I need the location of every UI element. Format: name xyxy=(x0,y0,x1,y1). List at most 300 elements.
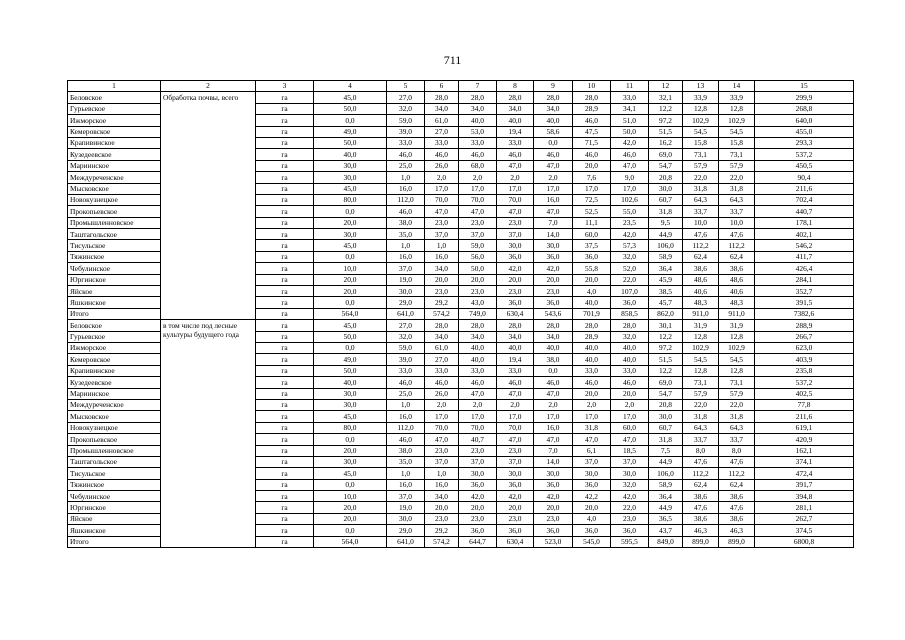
value-cell: 44,9 xyxy=(649,502,683,513)
value-cell: 2,0 xyxy=(573,399,611,410)
value-cell: 23,0 xyxy=(497,445,534,456)
unit-cell: га xyxy=(256,331,314,342)
value-cell: 36,0 xyxy=(497,251,534,262)
column-number-header: 12 xyxy=(649,81,683,92)
value-cell: 30,0 xyxy=(497,468,534,479)
total-cell: 77,8 xyxy=(755,399,854,410)
district-name-cell: Таштагольское xyxy=(68,456,161,467)
value-cell: 28,0 xyxy=(459,92,497,103)
value-cell: 46,0 xyxy=(534,377,573,388)
value-cell: 38,6 xyxy=(683,263,719,274)
value-cell: 20,0 xyxy=(425,274,459,285)
district-name-cell: Кемеровское xyxy=(68,126,161,137)
value-cell: 4,0 xyxy=(573,513,611,524)
district-name-cell: Междуреченское xyxy=(68,172,161,183)
unit-cell: га xyxy=(256,92,314,103)
column-number-header: 14 xyxy=(719,81,755,92)
value-cell: 27,0 xyxy=(387,320,425,331)
value-cell: 58,9 xyxy=(649,479,683,490)
value-cell: 37,0 xyxy=(459,229,497,240)
value-cell: 0,0 xyxy=(534,365,573,376)
value-cell: 34,0 xyxy=(425,491,459,502)
column-number-header: 13 xyxy=(683,81,719,92)
value-cell: 9,0 xyxy=(611,172,649,183)
value-cell: 31,8 xyxy=(683,411,719,422)
total-cell: 90,4 xyxy=(755,172,854,183)
district-name-cell: Мысковское xyxy=(68,183,161,194)
unit-cell: га xyxy=(256,194,314,205)
value-cell: 630,4 xyxy=(497,308,534,319)
value-cell: 62,4 xyxy=(683,251,719,262)
value-cell: 73,1 xyxy=(683,149,719,160)
district-name-cell: Чебулинское xyxy=(68,491,161,502)
value-cell: 71,5 xyxy=(573,137,611,148)
value-cell: 1,0 xyxy=(387,172,425,183)
value-cell: 32,0 xyxy=(611,331,649,342)
column-number-header: 11 xyxy=(611,81,649,92)
value-cell: 57,3 xyxy=(611,240,649,251)
value-cell: 36,0 xyxy=(459,479,497,490)
value-cell: 20,8 xyxy=(649,399,683,410)
value-cell: 12,8 xyxy=(719,103,755,114)
value-cell: 16,0 xyxy=(387,251,425,262)
value-cell: 17,0 xyxy=(459,183,497,194)
value-cell: 50,0 xyxy=(314,365,387,376)
value-cell: 37,0 xyxy=(459,456,497,467)
value-cell: 54,5 xyxy=(719,354,755,365)
value-cell: 34,0 xyxy=(425,103,459,114)
value-cell: 32,0 xyxy=(387,331,425,342)
value-cell: 36,5 xyxy=(649,513,683,524)
value-cell: 23,0 xyxy=(459,217,497,228)
value-cell: 33,7 xyxy=(719,434,755,445)
value-cell: 16,0 xyxy=(534,194,573,205)
value-cell: 23,0 xyxy=(534,513,573,524)
value-cell: 20,0 xyxy=(314,513,387,524)
district-name-cell: Прокопьевское xyxy=(68,206,161,217)
value-cell: 54,5 xyxy=(683,126,719,137)
unit-cell: га xyxy=(256,434,314,445)
value-cell: 20,0 xyxy=(534,274,573,285)
value-cell: 64,3 xyxy=(719,194,755,205)
value-cell: 20,0 xyxy=(497,502,534,513)
value-cell: 42,0 xyxy=(459,491,497,502)
value-cell: 34,0 xyxy=(497,331,534,342)
value-cell: 19,4 xyxy=(497,354,534,365)
value-cell: 36,0 xyxy=(497,525,534,536)
value-cell: 28,0 xyxy=(534,320,573,331)
value-cell: 23,0 xyxy=(534,286,573,297)
value-cell: 30,0 xyxy=(387,513,425,524)
total-cell: 420,9 xyxy=(755,434,854,445)
value-cell: 17,0 xyxy=(425,183,459,194)
value-cell: 17,0 xyxy=(497,411,534,422)
value-cell: 47,5 xyxy=(573,126,611,137)
total-cell: 352,7 xyxy=(755,286,854,297)
value-cell: 34,0 xyxy=(534,103,573,114)
value-cell: 564,0 xyxy=(314,308,387,319)
value-cell: 33,7 xyxy=(719,206,755,217)
value-cell: 47,6 xyxy=(719,229,755,240)
value-cell: 17,0 xyxy=(534,411,573,422)
value-cell: 2,0 xyxy=(459,172,497,183)
district-name-cell: Итого xyxy=(68,536,161,547)
value-cell: 29,2 xyxy=(425,297,459,308)
value-cell: 1,0 xyxy=(387,399,425,410)
value-cell: 4,0 xyxy=(573,286,611,297)
district-name-cell: Ижморское xyxy=(68,115,161,126)
unit-cell: га xyxy=(256,160,314,171)
total-cell: 6800,8 xyxy=(755,536,854,547)
value-cell: 44,9 xyxy=(649,229,683,240)
value-cell: 49,0 xyxy=(314,126,387,137)
value-cell: 40,0 xyxy=(573,297,611,308)
value-cell: 7,0 xyxy=(534,217,573,228)
value-cell: 62,4 xyxy=(683,479,719,490)
value-cell: 545,0 xyxy=(573,536,611,547)
value-cell: 20,0 xyxy=(314,286,387,297)
value-cell: 36,0 xyxy=(534,479,573,490)
value-cell: 33,0 xyxy=(425,137,459,148)
value-cell: 40,0 xyxy=(314,377,387,388)
value-cell: 62,4 xyxy=(719,479,755,490)
value-cell: 112,2 xyxy=(683,468,719,479)
value-cell: 44,9 xyxy=(649,456,683,467)
district-name-cell: Таштагольское xyxy=(68,229,161,240)
value-cell: 10,0 xyxy=(314,491,387,502)
value-cell: 32,0 xyxy=(611,479,649,490)
value-cell: 51,0 xyxy=(611,115,649,126)
column-number-header: 8 xyxy=(497,81,534,92)
value-cell: 47,0 xyxy=(497,160,534,171)
value-cell: 70,0 xyxy=(497,194,534,205)
total-cell: 284,1 xyxy=(755,274,854,285)
value-cell: 48,3 xyxy=(719,297,755,308)
value-cell: 644,7 xyxy=(459,536,497,547)
value-cell: 102,9 xyxy=(719,115,755,126)
value-cell: 40,0 xyxy=(459,342,497,353)
value-cell: 899,0 xyxy=(683,536,719,547)
value-cell: 37,0 xyxy=(387,263,425,274)
value-cell: 112,2 xyxy=(683,240,719,251)
value-cell: 33,0 xyxy=(459,137,497,148)
column-number-header: 4 xyxy=(314,81,387,92)
value-cell: 46,0 xyxy=(534,149,573,160)
value-cell: 34,1 xyxy=(611,103,649,114)
value-cell: 47,0 xyxy=(459,206,497,217)
value-cell: 0,0 xyxy=(314,297,387,308)
value-cell: 42,0 xyxy=(534,491,573,502)
value-cell: 23,0 xyxy=(459,286,497,297)
unit-cell: га xyxy=(256,399,314,410)
value-cell: 54,7 xyxy=(649,160,683,171)
total-cell: 262,7 xyxy=(755,513,854,524)
total-cell: 426,4 xyxy=(755,263,854,274)
value-cell: 35,0 xyxy=(387,229,425,240)
value-cell: 38,5 xyxy=(649,286,683,297)
value-cell: 30,0 xyxy=(314,399,387,410)
value-cell: 23,0 xyxy=(425,513,459,524)
value-cell: 55,0 xyxy=(611,206,649,217)
value-cell: 30,0 xyxy=(314,160,387,171)
district-name-cell: Яшкинское xyxy=(68,297,161,308)
value-cell: 23,0 xyxy=(611,513,649,524)
district-name-cell: Яйское xyxy=(68,513,161,524)
value-cell: 2,0 xyxy=(425,399,459,410)
value-cell: 23,0 xyxy=(459,445,497,456)
value-cell: 38,6 xyxy=(719,491,755,502)
value-cell: 33,0 xyxy=(573,365,611,376)
column-number-header: 5 xyxy=(387,81,425,92)
value-cell: 72,5 xyxy=(573,194,611,205)
value-cell: 20,0 xyxy=(573,274,611,285)
value-cell: 19,0 xyxy=(387,274,425,285)
district-name-cell: Кемеровское xyxy=(68,354,161,365)
unit-cell: га xyxy=(256,308,314,319)
unit-cell: га xyxy=(256,422,314,433)
value-cell: 34,0 xyxy=(425,263,459,274)
value-cell: 0,0 xyxy=(314,479,387,490)
table-row xyxy=(68,92,854,103)
value-cell: 47,0 xyxy=(534,434,573,445)
total-cell: 537,2 xyxy=(755,149,854,160)
unit-cell: га xyxy=(256,251,314,262)
value-cell: 37,0 xyxy=(387,491,425,502)
value-cell: 17,0 xyxy=(611,183,649,194)
value-cell: 51,5 xyxy=(649,354,683,365)
district-name-cell: Новокузнецкое xyxy=(68,194,161,205)
total-cell: 411,7 xyxy=(755,251,854,262)
district-name-cell: Кузедеевское xyxy=(68,377,161,388)
value-cell: 70,0 xyxy=(425,194,459,205)
value-cell: 2,0 xyxy=(611,399,649,410)
value-cell: 23,0 xyxy=(425,286,459,297)
value-cell: 60,7 xyxy=(649,194,683,205)
value-cell: 46,0 xyxy=(611,377,649,388)
value-cell: 16,0 xyxy=(387,479,425,490)
value-cell: 16,0 xyxy=(534,422,573,433)
value-cell: 27,0 xyxy=(387,92,425,103)
value-cell: 30,0 xyxy=(314,456,387,467)
value-cell: 46,0 xyxy=(387,377,425,388)
value-cell: 22,0 xyxy=(719,172,755,183)
value-cell: 47,0 xyxy=(497,434,534,445)
value-cell: 48,6 xyxy=(683,274,719,285)
value-cell: 28,0 xyxy=(425,92,459,103)
unit-cell: га xyxy=(256,240,314,251)
value-cell: 20,0 xyxy=(425,502,459,513)
value-cell: 59,0 xyxy=(387,115,425,126)
unit-cell: га xyxy=(256,456,314,467)
total-cell: 374,5 xyxy=(755,525,854,536)
value-cell: 28,9 xyxy=(573,331,611,342)
value-cell: 33,0 xyxy=(387,137,425,148)
value-cell: 20,0 xyxy=(497,274,534,285)
total-cell: 619,1 xyxy=(755,422,854,433)
value-cell: 40,0 xyxy=(459,115,497,126)
table-body xyxy=(68,81,854,548)
value-cell: 20,0 xyxy=(459,502,497,513)
value-cell: 70,0 xyxy=(459,422,497,433)
value-cell: 40,6 xyxy=(719,286,755,297)
value-cell: 46,0 xyxy=(387,149,425,160)
value-cell: 22,0 xyxy=(683,172,719,183)
value-cell: 55,8 xyxy=(573,263,611,274)
value-cell: 106,0 xyxy=(649,240,683,251)
value-cell: 61,0 xyxy=(425,115,459,126)
value-cell: 47,6 xyxy=(683,502,719,513)
value-cell: 36,0 xyxy=(497,479,534,490)
value-cell: 16,2 xyxy=(649,137,683,148)
value-cell: 17,0 xyxy=(459,411,497,422)
value-cell: 45,0 xyxy=(314,92,387,103)
total-cell: 402,1 xyxy=(755,229,854,240)
value-cell: 57,9 xyxy=(683,388,719,399)
unit-cell: га xyxy=(256,126,314,137)
value-cell: 33,7 xyxy=(683,434,719,445)
value-cell: 33,0 xyxy=(459,365,497,376)
value-cell: 20,0 xyxy=(459,274,497,285)
district-name-cell: Тисульское xyxy=(68,468,161,479)
value-cell: 38,0 xyxy=(387,445,425,456)
value-cell: 14,0 xyxy=(534,229,573,240)
value-cell: 45,9 xyxy=(649,274,683,285)
value-cell: 28,0 xyxy=(573,92,611,103)
value-cell: 10,0 xyxy=(314,263,387,274)
value-cell: 0,0 xyxy=(314,115,387,126)
value-cell: 564,0 xyxy=(314,536,387,547)
value-cell: 48,6 xyxy=(719,274,755,285)
unit-cell: га xyxy=(256,149,314,160)
value-cell: 2,0 xyxy=(497,399,534,410)
value-cell: 574,2 xyxy=(425,536,459,547)
value-cell: 68,0 xyxy=(459,160,497,171)
value-cell: 2,0 xyxy=(534,172,573,183)
value-cell: 34,0 xyxy=(459,331,497,342)
value-cell: 30,0 xyxy=(611,468,649,479)
column-number-header: 2 xyxy=(161,81,256,92)
value-cell: 47,0 xyxy=(425,206,459,217)
value-cell: 112,2 xyxy=(719,468,755,479)
value-cell: 523,0 xyxy=(534,536,573,547)
value-cell: 14,0 xyxy=(534,456,573,467)
value-cell: 34,0 xyxy=(497,103,534,114)
unit-cell: га xyxy=(256,172,314,183)
value-cell: 37,5 xyxy=(573,240,611,251)
value-cell: 57,9 xyxy=(719,160,755,171)
value-cell: 46,0 xyxy=(611,149,649,160)
value-cell: 40,6 xyxy=(683,286,719,297)
value-cell: 1,0 xyxy=(387,468,425,479)
value-cell: 30,0 xyxy=(573,468,611,479)
value-cell: 38,0 xyxy=(534,354,573,365)
value-cell: 17,0 xyxy=(573,411,611,422)
value-cell: 60,0 xyxy=(573,229,611,240)
value-cell: 31,8 xyxy=(649,434,683,445)
value-cell: 112,0 xyxy=(387,422,425,433)
value-cell: 61,0 xyxy=(425,342,459,353)
value-cell: 36,0 xyxy=(611,297,649,308)
value-cell: 7,0 xyxy=(534,445,573,456)
value-cell: 911,0 xyxy=(683,308,719,319)
value-cell: 6,1 xyxy=(573,445,611,456)
unit-cell: га xyxy=(256,297,314,308)
value-cell: 46,0 xyxy=(387,206,425,217)
value-cell: 97,2 xyxy=(649,342,683,353)
value-cell: 10,0 xyxy=(683,217,719,228)
value-cell: 42,0 xyxy=(611,229,649,240)
value-cell: 36,0 xyxy=(459,525,497,536)
total-cell: 211,6 xyxy=(755,411,854,422)
value-cell: 28,0 xyxy=(497,92,534,103)
value-cell: 50,0 xyxy=(611,126,649,137)
total-cell: 440,7 xyxy=(755,206,854,217)
value-cell: 60,7 xyxy=(649,422,683,433)
unit-cell: га xyxy=(256,137,314,148)
unit-cell: га xyxy=(256,274,314,285)
value-cell: 20,8 xyxy=(649,172,683,183)
unit-cell: га xyxy=(256,103,314,114)
value-cell: 17,0 xyxy=(534,183,573,194)
value-cell: 47,0 xyxy=(534,388,573,399)
value-cell: 7,6 xyxy=(573,172,611,183)
value-cell: 11,1 xyxy=(573,217,611,228)
total-cell: 7382,6 xyxy=(755,308,854,319)
value-cell: 46,0 xyxy=(425,149,459,160)
value-cell: 8,0 xyxy=(719,445,755,456)
page-number: 711 xyxy=(443,53,462,67)
unit-cell: га xyxy=(256,479,314,490)
value-cell: 641,0 xyxy=(387,536,425,547)
value-cell: 30,0 xyxy=(459,468,497,479)
value-cell: 36,0 xyxy=(534,251,573,262)
district-name-cell: Яшкинское xyxy=(68,525,161,536)
value-cell: 8,0 xyxy=(683,445,719,456)
value-cell: 42,0 xyxy=(534,263,573,274)
value-cell: 30,0 xyxy=(314,172,387,183)
district-name-cell: Тисульское xyxy=(68,240,161,251)
district-name-cell: Итого xyxy=(68,308,161,319)
value-cell: 45,7 xyxy=(649,297,683,308)
value-cell: 42,0 xyxy=(611,491,649,502)
value-cell: 749,0 xyxy=(459,308,497,319)
column-number-header: 6 xyxy=(425,81,459,92)
value-cell: 0,0 xyxy=(314,342,387,353)
value-cell: 1,0 xyxy=(387,240,425,251)
value-cell: 12,8 xyxy=(719,365,755,376)
value-cell: 102,9 xyxy=(683,342,719,353)
value-cell: 20,0 xyxy=(611,388,649,399)
value-cell: 97,2 xyxy=(649,115,683,126)
value-cell: 22,0 xyxy=(611,502,649,513)
value-cell: 69,0 xyxy=(649,149,683,160)
value-cell: 23,0 xyxy=(497,217,534,228)
value-cell: 30,1 xyxy=(649,320,683,331)
value-cell: 22,0 xyxy=(719,399,755,410)
value-cell: 12,8 xyxy=(683,365,719,376)
value-cell: 39,0 xyxy=(387,126,425,137)
value-cell: 38,6 xyxy=(719,513,755,524)
total-cell: 403,9 xyxy=(755,354,854,365)
total-cell: 293,3 xyxy=(755,137,854,148)
value-cell: 0,0 xyxy=(534,137,573,148)
value-cell: 80,0 xyxy=(314,422,387,433)
value-cell: 38,6 xyxy=(683,491,719,502)
value-cell: 64,3 xyxy=(683,422,719,433)
value-cell: 70,0 xyxy=(459,194,497,205)
district-name-cell: Прокопьевское xyxy=(68,434,161,445)
value-cell: 37,0 xyxy=(425,456,459,467)
